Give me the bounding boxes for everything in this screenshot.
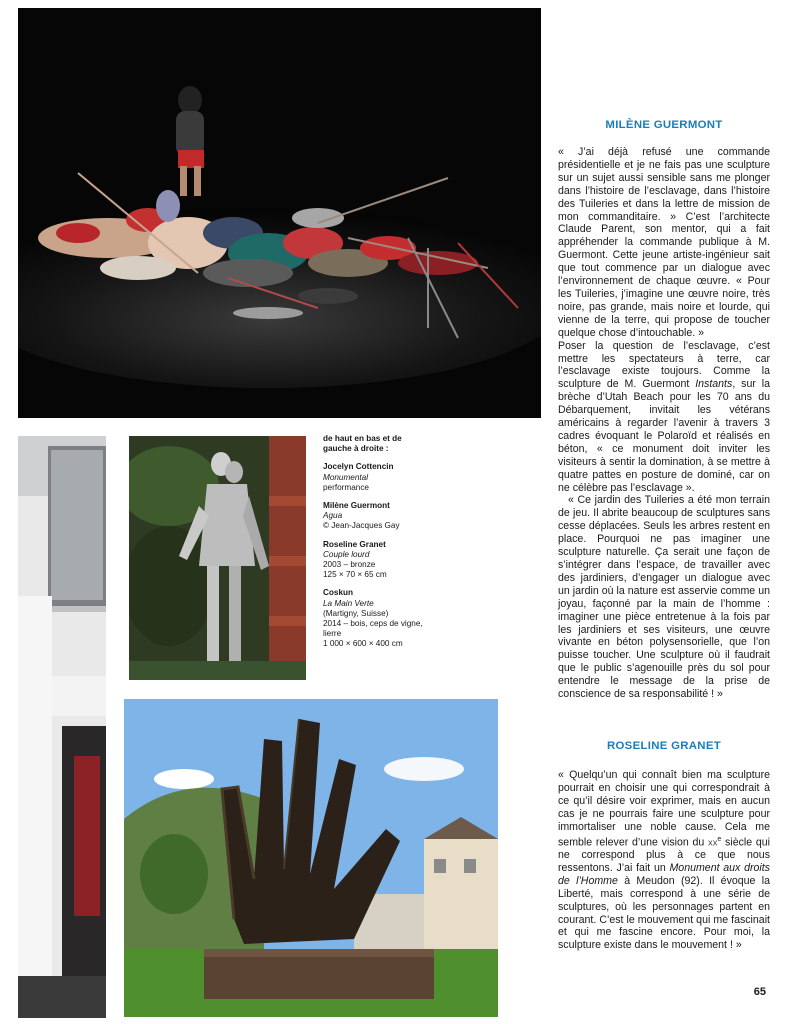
caption-entry [323, 501, 423, 532]
couple-lourd-photo [129, 436, 306, 680]
caption-entry [323, 462, 423, 493]
century: xx [708, 836, 718, 849]
paragraph: « J’ai déjà refusé une commande présidentielle et je ne fais pas une sculpture sur un sujet aussi sensible sans me plonger dans l’histoire de l’esclavage, dans l’histoire des Tuileries et dans la lettre de mission de mon commanditaire. » C’est l’architecte Claude Parent, son mentor, qui a fait appréhender la commande publique à M. Guermont. Cette jeune artiste-ingénieur sait que tout commence par un dialogue avec l’environnement de chaque œuvre. « Pour les Tuileries, j’imagine une œuvre noire, très noire, pas grande, mais noire et lourde, qui vienne de la terre, qui propose de toucher quelque chose d’intouchable. » [558, 146, 770, 339]
paragraph [558, 769, 770, 952]
caption-artist: Coskun [323, 588, 354, 598]
text-run: siècle qui ne correspond plus à ce que nous ressentons. J’ai fait un [558, 836, 771, 874]
caption-detail: 2014 – bois, ceps de vigne, lierre [323, 619, 423, 639]
caption-detail: 2003 – bronze [323, 560, 376, 570]
caption-lead: de haut en bas et de gauche à droite : [323, 434, 402, 454]
section-heading-guermont: MILÈNE GUERMONT [605, 119, 723, 131]
text-emphasis: Instants [695, 378, 733, 391]
caption-artist: Milène Guermont [323, 501, 390, 511]
caption-work: Agua [323, 511, 343, 521]
caption-work: Couple lourd [323, 549, 370, 559]
century-superscript: e [717, 835, 722, 843]
caption-detail: 125 × 70 × 65 cm [323, 570, 387, 580]
text-run: à Meudon (92). Il évoque la Liberté, mais correspond à une série de sculptures, où les personnages partent en courant. C’est le mouvement qui me fascinait et qui me fascine encore. Pour moi, la sculpture existe dans le mouvement ! » [558, 874, 770, 952]
caption-detail: performance [323, 482, 369, 492]
caption-detail: (Martigny, Suisse) [323, 608, 389, 618]
article-text-guermont [558, 146, 770, 701]
paragraph: « Ce jardin des Tuileries a été mon terrain de jeu. Il abrite beaucoup de sculptures sans cesse déplacées. Seuls les arbres restent en place. Pourquoi ne pas imaginer une sculpture naturelle. Ça serait une façon de s’intégrer dans l’espace, de travailler avec des jardiniers, d’engager un dialogue avec un jardin où la nature est asservie comme un joyau, façonné par la main de l’homme : imaginer une pièce entretenue à la fois par les jardiniers et ses visiteurs, une œuvre vivante en béton polysensorielle, que l’on puisse toucher. Une sculpture où il faudrait que le public s’agenouille près du sol pour entendre le message de la prise de conscience de sa responsabilité ! » [558, 494, 770, 701]
paragraph [558, 340, 770, 495]
caption-work: Monumental [323, 472, 369, 482]
article-text-granet [558, 769, 770, 952]
caption-work: La Main Verte [323, 598, 374, 608]
main-verte-photo [124, 699, 498, 1017]
performance-photo [18, 8, 541, 418]
caption-detail: 1 000 × 600 × 400 cm [323, 639, 403, 649]
caption-detail: © Jean-Jacques Gay [323, 521, 400, 531]
caption-artist: Roseline Granet [323, 539, 386, 549]
caption-artist: Jocelyn Cottencin [323, 462, 394, 472]
text-run: , sur la brèche d’Utah Beach pour les 70 ans du Débarquement, invitait les vétérans américains à regarder l’avenir à travers 3 cadres évoquant le Polaroïd et réalisés en béton, « ce monument doit inviter les visiteurs à sentir la domination, à se mettre à quatre pattes en posture de dominé, car on ne célèbre pas l’esclavage ». [558, 378, 770, 494]
page-number: 65 [753, 986, 766, 998]
text-run: Poser la question de l’esclavage, c’est mettre les spectateurs à terre, car l’esclavage existe toujours. Comme la sculpture de M. Guermont [558, 339, 770, 391]
caption-entry [323, 540, 423, 581]
text-run: « Quelqu’un qui connaît bien ma sculpture pourrait en choisir une qui correspondrait à ce qu’il désire voir exprimer, mais en aucun cas je ne pourrais faire une sculpture pour immortaliser une noble cause. Cela me semble relever d’une vision du [558, 769, 770, 849]
photo-caption [323, 434, 423, 658]
agua-photo [18, 436, 106, 1018]
caption-entry [323, 588, 423, 649]
section-heading-granet: ROSELINE GRANET [607, 740, 721, 752]
text-emphasis: Monument aux droits de l’Homme [558, 861, 770, 887]
